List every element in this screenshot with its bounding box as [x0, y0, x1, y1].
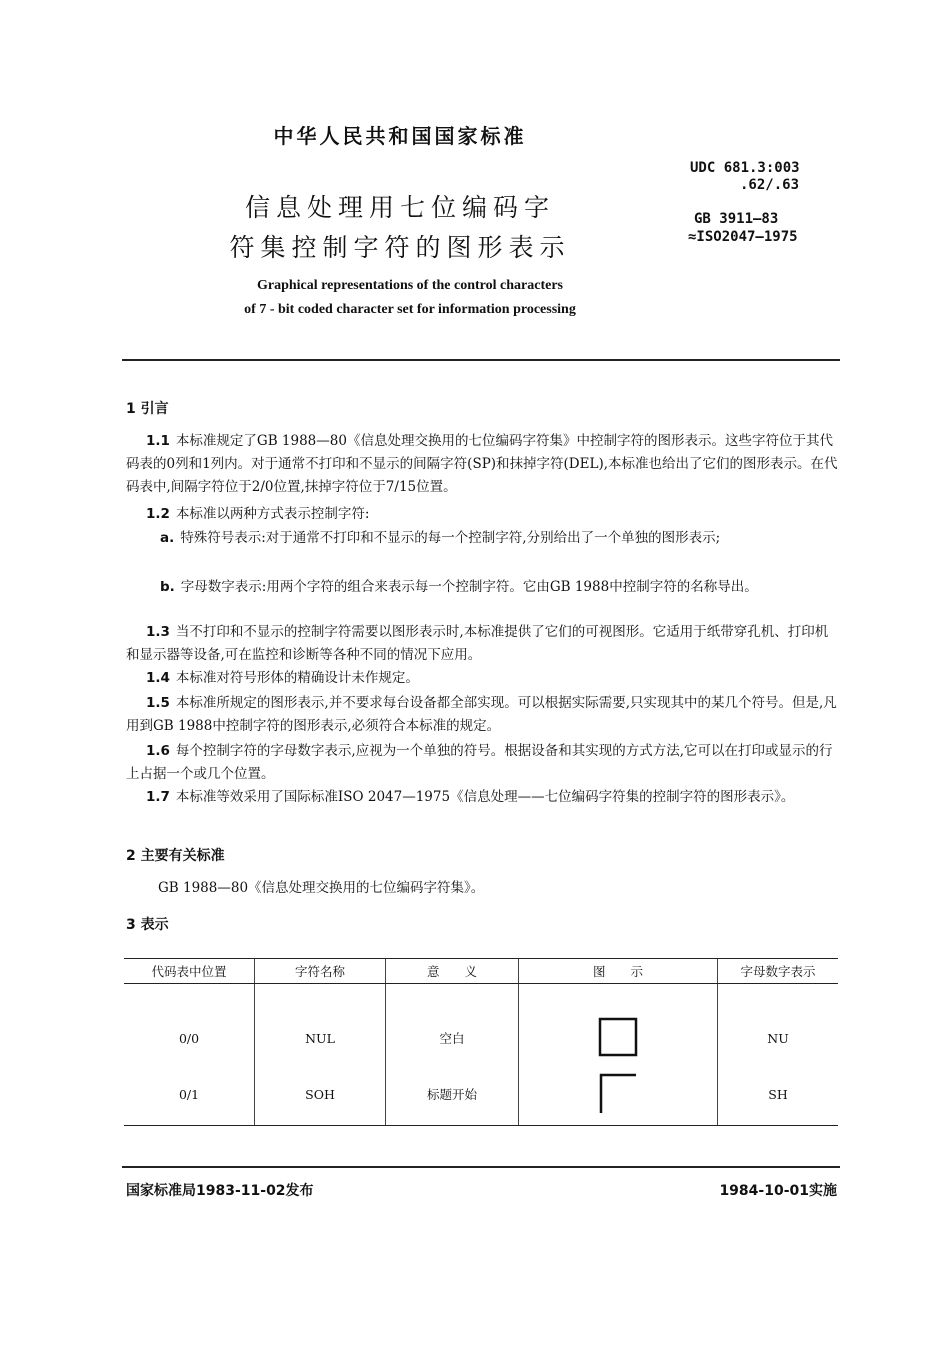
text-1-5: 本标准所规定的图形表示,并不要求每台设备都全部实现。可以根据实际需要,只实现其中的某几个符号。但是,凡用到GB 1988中控制字符的图形表示,必须符合本标准的规定。 [126, 695, 837, 734]
effective-date: 1984-10-01实施 [719, 1183, 837, 1199]
table-header-row [124, 959, 838, 984]
num-1-1: 1.1 [146, 433, 170, 449]
num-1-5: 1.5 [146, 695, 170, 711]
text-1-3: 当不打印和不显示的控制字符需要以图形表示时,本标准提供了它们的可视图形。它适用于纸带穿孔机、打印机和显示器等设备,可在监控和诊断等各种不同的情况下应用。 [126, 624, 829, 663]
soh-corner-icon [598, 1072, 638, 1114]
cell-meaning: 空白 [386, 984, 519, 1064]
udc-code-cont: .62/.63 [740, 177, 800, 193]
text-1-2a: 特殊符号表示:对于通常不打印和不显示的每一个控制字符,分别给出了一个单独的图形表示; [180, 530, 721, 546]
udc-code: UDC 681.3:003 [690, 160, 800, 176]
table-row [124, 984, 838, 1064]
gb-code: GB 3911—83 [694, 211, 779, 227]
title-en-line2: of 7 - bit coded character set for information processing [244, 302, 576, 317]
table-row [124, 1063, 838, 1126]
num-1-7: 1.7 [146, 789, 170, 805]
paragraph-1-2b [126, 576, 841, 599]
num-1-6: 1.6 [146, 743, 170, 759]
standard-type-title: 中华人民共和国国家标准 [273, 124, 527, 148]
section-1-heading: 1 引言 [126, 401, 169, 417]
paragraph-1-4 [126, 667, 841, 690]
col-header-position: 代码表中位置 [124, 959, 255, 984]
cell-meaning: 标题开始 [386, 1063, 519, 1126]
title-zh-line1: 信息处理用七位编码字 [244, 193, 555, 222]
cell-name: SOH [255, 1063, 386, 1126]
nul-square-icon [598, 1017, 638, 1057]
col-header-name: 字符名称 [255, 959, 386, 984]
control-characters-table [124, 958, 838, 1126]
cell-name: NUL [255, 984, 386, 1064]
num-1-2a: a. [160, 530, 175, 546]
footer-rule [122, 1166, 840, 1168]
paragraph-1-2 [126, 503, 841, 526]
cell-position: 0/1 [124, 1063, 255, 1126]
title-zh-line2: 符集控制字符的图形表示 [229, 233, 571, 262]
text-1-7: 本标准等效采用了国际标准ISO 2047—1975《信息处理——七位编码字符集的控制字符的图形表示》。 [175, 789, 795, 805]
cell-position: 0/0 [178, 1030, 200, 1046]
col-header-graphic: 图 示 [519, 959, 718, 984]
text-1-1: 本标准规定了GB 1988—80《信息处理交换用的七位编码字符集》中控制字符的图形表示。这些字符位于其代码表的0列和1列内。对于通常不打印和不显示的间隔字符(SP)和抹掉字符(DEL),本标准也给出了它们的图形表示。在代码表中,间隔字符位于2/0位置,抹掉字符位于7/15位置。 [126, 433, 838, 495]
paragraph-1-2a [126, 527, 841, 550]
paragraph-2: GB 1988—80《信息处理交换用的七位编码字符集》。 [158, 880, 485, 896]
paragraph-1-5 [126, 692, 841, 738]
num-1-4: 1.4 [146, 670, 170, 686]
header-rule [122, 359, 840, 361]
col-header-alnum: 字母数字表示 [718, 959, 839, 984]
num-1-2b: b. [160, 579, 175, 595]
title-en-line1: Graphical representations of the control characters [256, 278, 563, 293]
cell-graphic [519, 1063, 718, 1126]
col-header-meaning: 意 义 [386, 959, 519, 984]
text-1-2: 本标准以两种方式表示控制字符: [175, 506, 370, 522]
num-1-3: 1.3 [146, 624, 170, 640]
section-2-heading: 2 主要有关标准 [126, 848, 225, 864]
cell-alnum: SH [718, 1063, 839, 1126]
paragraph-1-6 [126, 740, 841, 786]
iso-equivalent: ≈ISO2047—1975 [688, 229, 798, 245]
text-1-2b: 字母数字表示:用两个字符的组合来表示每一个控制字符。它由GB 1988中控制字符的名称导出。 [180, 579, 758, 595]
text-1-4: 本标准对符号形体的精确设计未作规定。 [175, 670, 419, 686]
issue-date: 国家标准局1983-11-02发布 [126, 1183, 314, 1199]
text-1-6: 每个控制字符的字母数字表示,应视为一个单独的符号。根据设备和其实现的方式方法,它可以在打印或显示的行上占据一个或几个位置。 [126, 743, 833, 782]
paragraph-1-1 [126, 430, 841, 499]
section-3-heading: 3 表示 [126, 917, 169, 933]
cell-alnum: NU [718, 984, 839, 1064]
num-1-2: 1.2 [146, 506, 170, 522]
cell-graphic [519, 984, 718, 1064]
paragraph-1-7 [126, 786, 841, 809]
paragraph-1-3 [126, 621, 841, 667]
